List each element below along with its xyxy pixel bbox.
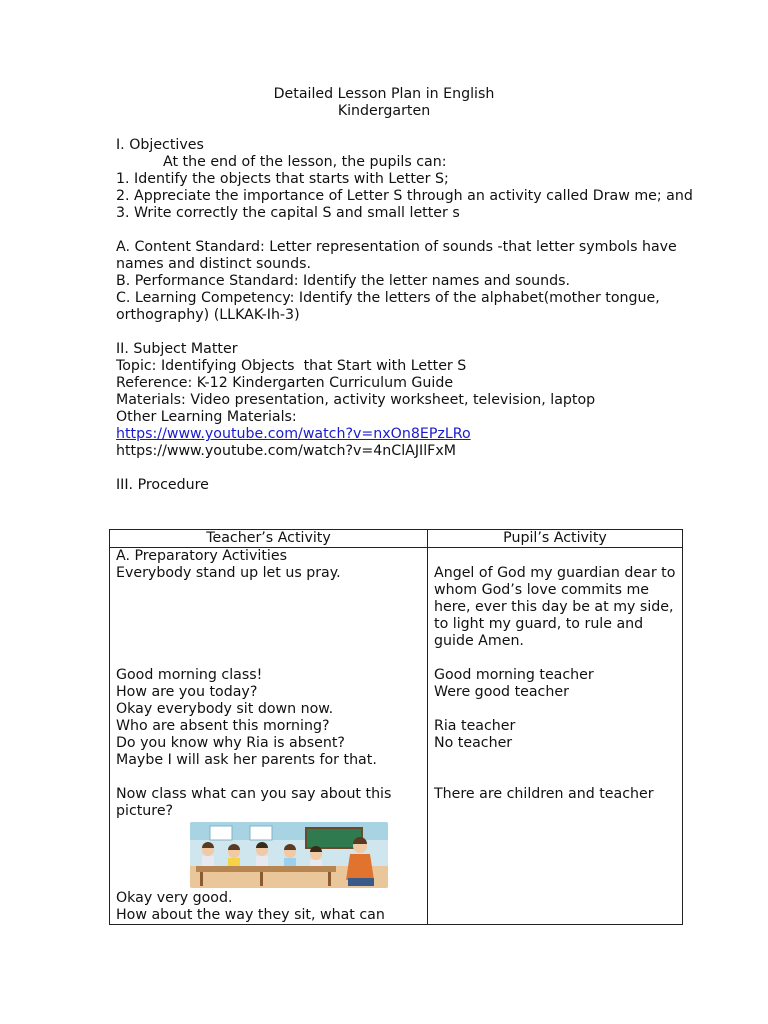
teacher-picture-question: Now class what can you say about this picture? bbox=[116, 786, 396, 819]
objectives-intro: At the end of the lesson, the pupils can: bbox=[163, 154, 447, 170]
materials-line: Materials: Video presentation, activity worksheet, television, laptop bbox=[116, 392, 596, 408]
content-standard: A. Content Standard: Letter representation of sounds -that letter symbols have names and distinct sounds. bbox=[116, 239, 682, 272]
pupil-activity-header: Pupil’s Activity bbox=[428, 530, 683, 548]
lesson-plan-page bbox=[116, 86, 696, 494]
classroom-picture bbox=[190, 822, 388, 888]
objective-item: 2. Appreciate the importance of Letter S through an activity called Draw me; and bbox=[116, 188, 693, 204]
pupil-activity-cell bbox=[428, 548, 683, 925]
document-title: Detailed Lesson Plan in English bbox=[273, 86, 495, 102]
teacher-greeting-text: Good morning class! How are you today? Okay everybody sit down now. Who are absent this morning? Do you know why Ria is absent? Maybe I will ask her parents for that. bbox=[116, 667, 377, 768]
document-subtitle: Kindergarten bbox=[337, 103, 431, 119]
objective-item: 3. Write correctly the capital S and small letter s bbox=[116, 205, 460, 221]
table-header-row bbox=[110, 530, 683, 548]
other-materials-label: Other Learning Materials: bbox=[116, 409, 297, 425]
teacher-pray-text: Everybody stand up let us pray. bbox=[116, 565, 341, 581]
reference-line: Reference: K-12 Kindergarten Curriculum Guide bbox=[116, 375, 454, 391]
preparatory-activities-label: A. Preparatory Activities bbox=[116, 548, 287, 564]
subject-matter-heading: II. Subject Matter bbox=[116, 341, 238, 357]
objectives-heading: I. Objectives bbox=[116, 137, 204, 153]
teacher-after-picture-text: Okay very good. How about the way they sit, what can bbox=[116, 890, 385, 923]
procedure-table bbox=[109, 529, 683, 925]
video-link-2: https://www.youtube.com/watch?v=4nClAJIlFxM bbox=[116, 443, 456, 459]
topic-line: Topic: Identifying Objects that Start with Letter S bbox=[116, 358, 467, 374]
classroom-illustration-icon bbox=[190, 822, 388, 888]
subject-matter-section bbox=[116, 341, 696, 460]
table-row bbox=[110, 548, 683, 925]
learning-competency: C. Learning Competency: Identify the letters of the alphabet(mother tongue, orthography) (LLKAK-Ih-3) bbox=[116, 290, 665, 323]
procedure-heading: III. Procedure bbox=[116, 477, 209, 493]
pupil-picture-answer: There are children and teacher bbox=[434, 786, 654, 802]
objective-item: 1. Identify the objects that starts with Letter S; bbox=[116, 171, 449, 187]
teacher-activity-header: Teacher’s Activity bbox=[110, 530, 428, 548]
video-link-1[interactable]: https://www.youtube.com/watch?v=nxOn8EPzLRo bbox=[116, 426, 471, 442]
pupil-prayer-text: Angel of God my guardian dear to whom God’s love commits me here, ever this day be at my side, to light my guard, to rule and guide Amen. bbox=[434, 565, 680, 649]
teacher-activity-cell bbox=[110, 548, 428, 925]
document-header bbox=[116, 86, 652, 120]
standards-section bbox=[116, 239, 696, 324]
performance-standard: B. Performance Standard: Identify the letter names and sounds. bbox=[116, 273, 571, 289]
objectives-section bbox=[116, 137, 696, 222]
pupil-greeting-text: Good morning teacher Were good teacher Ria teacher No teacher bbox=[434, 667, 594, 751]
